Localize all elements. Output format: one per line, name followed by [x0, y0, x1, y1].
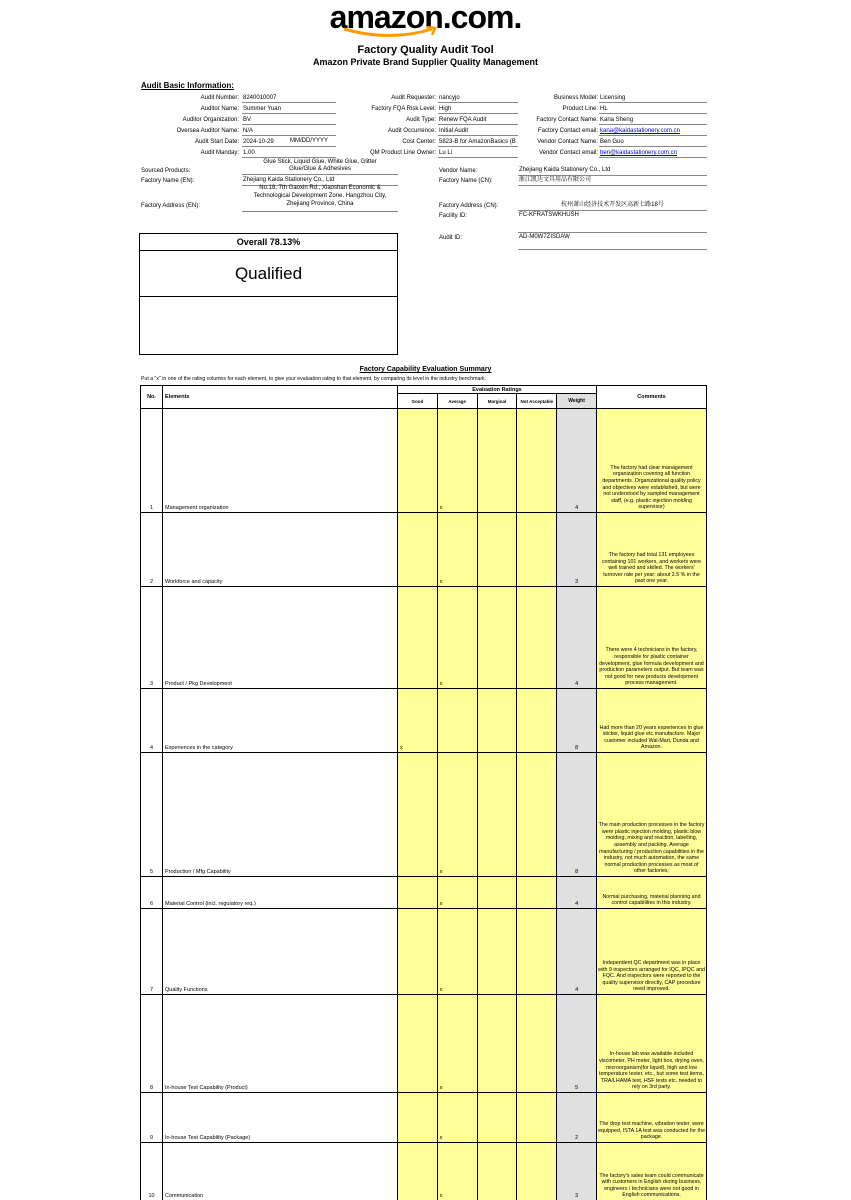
- row-number: 4: [141, 689, 163, 753]
- row-number: 9: [141, 1093, 163, 1143]
- rating-cell-marginal[interactable]: [477, 877, 517, 909]
- rating-cell-not-acceptable[interactable]: [517, 995, 557, 1093]
- field-label: Audit Manday:: [200, 150, 239, 156]
- field-value: 5823-B for AmazonBasics (B: [438, 138, 518, 147]
- rating-cell-good[interactable]: [398, 877, 438, 909]
- rating-cell-average[interactable]: x: [437, 513, 477, 587]
- row-number: 3: [141, 587, 163, 689]
- rating-cell-marginal[interactable]: [477, 689, 517, 753]
- factory-name-cn-label: Factory Name (CN):: [439, 178, 493, 184]
- rating-cell-marginal[interactable]: [477, 753, 517, 877]
- header-no: No.: [141, 386, 163, 409]
- rating-cell-marginal[interactable]: [477, 513, 517, 587]
- col3-field-5: [0, 138, 851, 148]
- field-value: Ben Guo: [599, 138, 707, 147]
- summary-instruction: Put a "x" in one of the rating columns for each element, to give your evaluation rating to that element, by comparing its level in the industry benchmark.: [141, 376, 487, 382]
- rating-cell-marginal[interactable]: [477, 1093, 517, 1143]
- rating-cell-marginal[interactable]: [477, 409, 517, 513]
- row-element: Product / Pkg Development: [163, 587, 398, 689]
- rating-cell-not-acceptable[interactable]: [517, 513, 557, 587]
- field-value: High: [438, 105, 518, 114]
- overall-score: Overall 78.13%: [140, 234, 397, 251]
- field-label: Audit Type:: [406, 117, 436, 123]
- row-comment: In-house lab was available included viscometer, PH meter, light box, drying oven, microorganism(for liquid), high and low temperature tester, etc., but some test items, TRA/LHAMA test, HSF tests etc. needed to rely on 3rd party.: [597, 995, 707, 1093]
- rating-cell-not-acceptable[interactable]: [517, 1143, 557, 1200]
- field-value: 2024-10-29: [242, 138, 336, 147]
- row-element: Workforce and capacity: [163, 513, 398, 587]
- table-row: [141, 409, 707, 513]
- rating-cell-not-acceptable[interactable]: [517, 909, 557, 995]
- row-element: In-house Test Capability (Product): [163, 995, 398, 1093]
- page-subtitle: Amazon Private Brand Supplier Quality Management: [312, 57, 539, 67]
- row-comment: Independent QC department was in place with 9 inspectors arranged for IQC, IPQC and FQC. And inspectors were reported to the quality supervisor directly, CAP procedure need improved.: [597, 909, 707, 995]
- row-weight: 4: [557, 587, 597, 689]
- row-weight: 3: [557, 1143, 597, 1200]
- sourced-products-line2: Glue/Glue & Adhesives: [289, 166, 351, 172]
- field-label: Audit Number:: [200, 95, 239, 101]
- email-link[interactable]: ben@kaidastationery.com.cn: [599, 149, 707, 158]
- field-label: Factory Contact email:: [537, 128, 598, 134]
- field-value: Kana Sheng: [599, 116, 707, 125]
- row-comment: Had more than 20 years experiences in glue sticker, liquid glue etc.manufacture. Major customer included Wal-Mart, Dunda and Amazon.: [597, 689, 707, 753]
- field-value: Summer Yuan: [242, 105, 336, 114]
- sourced-products-line1: Glue Stick, Liquid Glue, White Glue, Glitter: [263, 159, 377, 165]
- vendor-name-label: Vendor Name:: [439, 168, 478, 174]
- factory-address-en-2: Technological Development Zone, Hangzhou City,: [253, 193, 387, 199]
- row-element: Production / Mfg Capability: [163, 753, 398, 877]
- table-row: [141, 513, 707, 587]
- header-average: Average: [437, 394, 477, 409]
- field-label: Factory FQA Risk Level:: [371, 106, 436, 112]
- rating-cell-good[interactable]: [398, 513, 438, 587]
- row-number: 10: [141, 1143, 163, 1200]
- rating-cell-not-acceptable[interactable]: [517, 689, 557, 753]
- col3-field-2: [0, 105, 851, 115]
- rating-cell-not-acceptable[interactable]: [517, 587, 557, 689]
- field-label: Vendor Contact Name:: [537, 139, 598, 145]
- rating-cell-good[interactable]: [398, 409, 438, 513]
- row-weight: 4: [557, 877, 597, 909]
- field-value: Initial Audit: [438, 127, 518, 136]
- col3-field-4: [0, 127, 851, 137]
- field-label: Product Line:: [562, 106, 598, 112]
- field-value: 1.00: [242, 149, 336, 158]
- vendor-name: Zhejiang Kaida Stationery Co., Ltd: [519, 167, 611, 173]
- page-title: Factory Quality Audit Tool: [357, 44, 494, 56]
- audit-id-label: Audit ID:: [439, 235, 463, 241]
- row-element: Management organization: [163, 409, 398, 513]
- factory-name-en: Zhejiang Kaida Stationery Co., Ltd: [243, 177, 335, 183]
- field-value: HL: [599, 105, 707, 114]
- row-weight: 4: [557, 409, 597, 513]
- row-element: Quality Functions: [163, 909, 398, 995]
- row-comment: The drop test machine, vibration tester, were equipped, ISTA 1A test was conducted for the package.: [597, 1093, 707, 1143]
- factory-address-en-label: Factory Address (EN):: [141, 203, 201, 209]
- rating-cell-not-acceptable[interactable]: [517, 753, 557, 877]
- row-element: Experiences in the category: [163, 689, 398, 753]
- rating-cell-marginal[interactable]: [477, 587, 517, 689]
- evaluation-table: [140, 385, 707, 1200]
- table-row: [141, 587, 707, 689]
- header-not-acceptable: Not Acceptable: [517, 394, 557, 409]
- row-comment: The factory's sales team could communicate with customers in English during business, engineers / technicians were not good in English communications.: [597, 1143, 707, 1200]
- logo-text: amazon.com.: [329, 0, 522, 35]
- field-label: Auditor Organization:: [182, 117, 239, 123]
- field-label: Audit Requester:: [391, 95, 436, 101]
- field-label: Auditor Name:: [200, 106, 239, 112]
- factory-address-en-3: Zhejiang Province, China: [286, 201, 354, 207]
- field-value: Lu Li: [438, 149, 518, 158]
- rating-cell-good[interactable]: x: [398, 689, 438, 753]
- field-label: Business Model:: [553, 95, 598, 101]
- rating-cell-good[interactable]: [398, 909, 438, 995]
- rating-cell-marginal[interactable]: [477, 995, 517, 1093]
- row-number: 2: [141, 513, 163, 587]
- audit-id: AD-M0W7ZISDAW: [519, 234, 570, 240]
- rating-cell-not-acceptable[interactable]: [517, 409, 557, 513]
- row-number: 6: [141, 877, 163, 909]
- field-value: 8240010007: [242, 94, 336, 103]
- table-row: [141, 995, 707, 1093]
- rating-cell-not-acceptable[interactable]: [517, 877, 557, 909]
- field-label: Vendor Contact email:: [538, 150, 598, 156]
- header-weight: Weight: [557, 394, 597, 409]
- row-number: 1: [141, 409, 163, 513]
- row-comment: The main production processes in the factory were plastic injection molding, plastic blow molding, mixing and reaction, labelling, assembly and packing. Average manufacturing / production capabilities in the industry, not much automation, the same normal production processes as most of other factories;: [597, 753, 707, 877]
- table-row: [141, 909, 707, 995]
- rating-cell-average[interactable]: x: [437, 1093, 477, 1143]
- rating-cell-average[interactable]: x: [437, 909, 477, 995]
- header-marginal: Marginal: [477, 394, 517, 409]
- field-label: QM Product Line Owner:: [369, 150, 436, 156]
- summary-title: Factory Capability Evaluation Summary: [359, 366, 492, 373]
- factory-name-en-label: Factory Name (EN):: [141, 178, 195, 184]
- row-comment: The factory had total 131 employees containing 101 workers, and workers were well trained and skilled. The workers' turnover rate per year: about 2.5 % in the past one year.: [597, 513, 707, 587]
- facility-id-label: Facility ID:: [439, 213, 468, 219]
- factory-name-cn: 浙江凯达文具用品有限公司: [519, 177, 592, 183]
- header-good: Good: [398, 394, 438, 409]
- field-value: nancyjo: [438, 94, 518, 103]
- rating-cell-average[interactable]: x: [437, 995, 477, 1093]
- factory-address-cn-label: Factory Address (CN):: [439, 203, 499, 209]
- row-weight: 5: [557, 995, 597, 1093]
- col3-field-3: [0, 116, 851, 126]
- row-comment: The factory had clear management organization covering all function departments. Organizational quality policy and objectives were established, but were not understood by sampled management staff, (e.g. plastic injection molding supervisor): [597, 409, 707, 513]
- facility-id: FC-KFRATSWKHUSH: [519, 212, 579, 218]
- table-row: [141, 1093, 707, 1143]
- overall-score-box: [139, 233, 398, 355]
- row-element: Communication: [163, 1143, 398, 1200]
- row-weight: 2: [557, 1093, 597, 1143]
- field-label: Cost Center:: [402, 139, 436, 145]
- rating-cell-good[interactable]: [398, 587, 438, 689]
- field-value: N/A: [242, 127, 336, 136]
- header-evaluation-ratings: Evaluation Ratings: [398, 386, 597, 394]
- rating-cell-marginal[interactable]: [477, 909, 517, 995]
- sourced-products-label: Sourced Products:: [141, 168, 191, 174]
- row-comment: Normal purchasing, material planning and control capabilities in this industry.: [597, 877, 707, 909]
- row-weight: 8: [557, 753, 597, 877]
- table-row: [141, 753, 707, 877]
- rating-cell-average[interactable]: x: [437, 587, 477, 689]
- basic-info-heading: Audit Basic Information:: [141, 81, 234, 90]
- rating-cell-average[interactable]: [437, 689, 477, 753]
- field-label: Audit Occurrence:: [387, 128, 436, 134]
- date-format-hint: MM/DD/YYYY: [290, 138, 329, 144]
- row-weight: 8: [557, 689, 597, 753]
- col3-field-1: [0, 94, 851, 104]
- row-comment: There were 4 technicians in the factory, responsible for plastic container development, glue formula development and production parameters output. But team was not good for new products development process management.: [597, 587, 707, 689]
- rating-cell-good[interactable]: [398, 1093, 438, 1143]
- row-weight: 3: [557, 513, 597, 587]
- overall-result: Qualified: [140, 251, 397, 297]
- rating-cell-average[interactable]: x: [437, 1143, 477, 1200]
- header-elements: Elements: [163, 386, 398, 409]
- field-value: Renew FQA Audit: [438, 116, 518, 125]
- field-label: Audit Start Date:: [194, 139, 239, 145]
- field-value: BV: [242, 116, 336, 125]
- table-row: [141, 1143, 707, 1200]
- rating-cell-good[interactable]: [398, 995, 438, 1093]
- row-element: In-house Test Capability (Package): [163, 1093, 398, 1143]
- rating-cell-not-acceptable[interactable]: [517, 1093, 557, 1143]
- rating-cell-marginal[interactable]: [477, 1143, 517, 1200]
- row-element: Material Control (incl. regulatory req.): [163, 877, 398, 909]
- header-comments: Comments: [597, 386, 707, 409]
- rating-cell-good[interactable]: [398, 1143, 438, 1200]
- field-label: Factory Contact Name:: [536, 117, 598, 123]
- factory-address-cn: 杭州萧山经济技术开发区高新七路18号: [561, 202, 664, 208]
- table-row: [141, 689, 707, 753]
- factory-address-en-1: No.18, 7th Gaoxin Rd., Xiaoshan Economic &: [259, 185, 381, 191]
- field-value: Licensing: [599, 94, 707, 103]
- row-number: 7: [141, 909, 163, 995]
- table-row: [141, 877, 707, 909]
- row-number: 8: [141, 995, 163, 1093]
- row-weight: 4: [557, 909, 597, 995]
- rating-cell-average[interactable]: x: [437, 753, 477, 877]
- col3-field-6: [0, 149, 851, 159]
- rating-cell-average[interactable]: x: [437, 409, 477, 513]
- email-link[interactable]: kana@kaidastationery.com.cn: [599, 127, 707, 136]
- row-number: 5: [141, 753, 163, 877]
- rating-cell-good[interactable]: [398, 753, 438, 877]
- field-label: Oversea Auditor Name:: [176, 128, 239, 134]
- rating-cell-average[interactable]: x: [437, 877, 477, 909]
- smile-arrow-icon: [340, 26, 440, 40]
